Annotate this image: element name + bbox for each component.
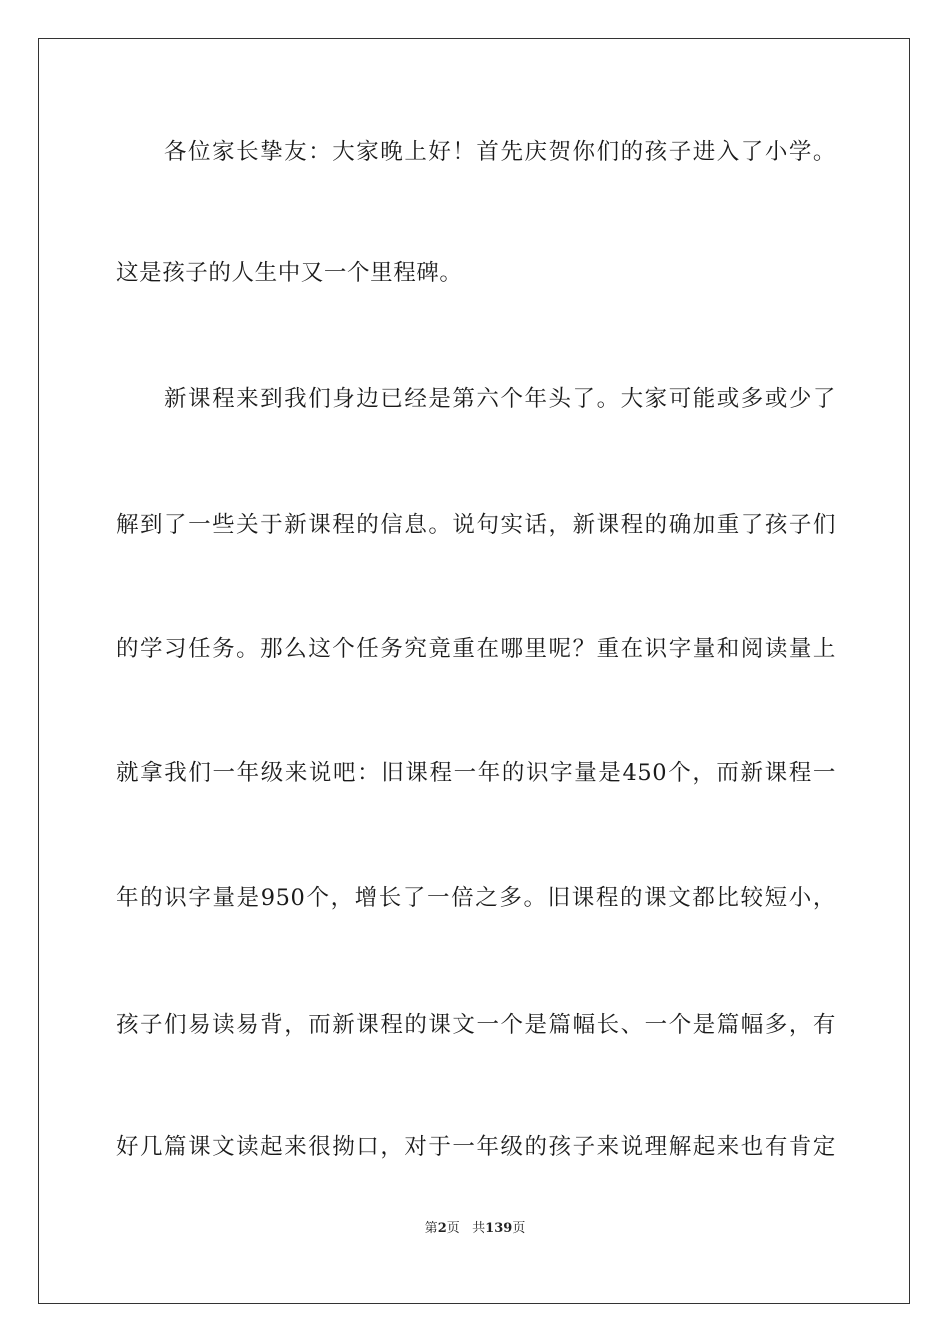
- paragraph-1-line-2: 这是孩子的人生中又一个里程碑。: [116, 260, 463, 286]
- paragraph-2-line-2: 解到了一些关于新课程的信息。说句实话，新课程的确加重了孩子们: [116, 512, 836, 538]
- paragraph-2-line-6: 孩子们易读易背，而新课程的课文一个是篇幅长、一个是篇幅多，有: [116, 1012, 836, 1038]
- page-frame: [38, 38, 910, 1304]
- footer-page-suffix: 页: [446, 1221, 460, 1236]
- paragraph-2-line-3: 的学习任务。那么这个任务究竟重在哪里呢？重在识字量和阅读量上: [116, 636, 836, 662]
- footer-total-prefix: 共: [472, 1221, 486, 1236]
- footer-page-prefix: 第: [424, 1221, 438, 1236]
- footer-page-number: 2: [437, 1221, 447, 1236]
- paragraph-2-line-1: 新课程来到我们身边已经是第六个年头了。大家可能或多或少了: [164, 386, 836, 412]
- footer-total-pages: 139: [485, 1221, 513, 1236]
- footer-total-suffix: 页: [512, 1221, 526, 1236]
- paragraph-2-line-4: 就拿我们一年级来说吧：旧课程一年的识字量是450个，而新课程一: [116, 760, 836, 786]
- page-footer: [0, 1220, 950, 1238]
- paragraph-2-line-5: 年的识字量是950个，增长了一倍之多。旧课程的课文都比较短小，: [116, 885, 836, 911]
- paragraph-2-line-7: 好几篇课文读起来很拗口，对于一年级的孩子来说理解起来也有肯定: [116, 1134, 836, 1160]
- paragraph-1-line-1: 各位家长挚友：大家晚上好！首先庆贺你们的孩子进入了小学。: [164, 139, 836, 165]
